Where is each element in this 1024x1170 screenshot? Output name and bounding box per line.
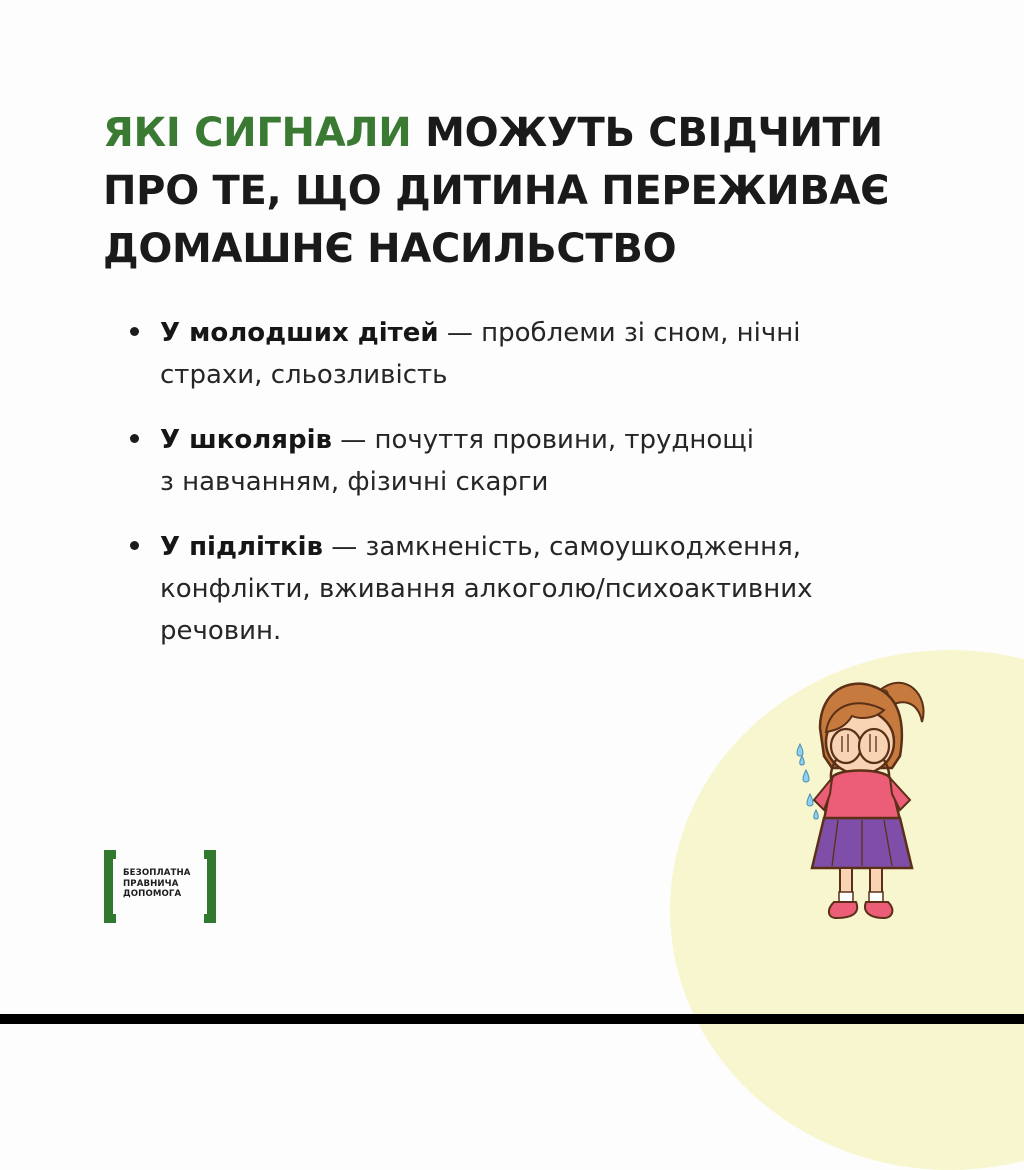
title-line-3: ДОМАШНЄ НАСИЛЬСТВО [103,226,677,272]
list-item-line-2: з навчанням, фізичні скарги [160,467,549,497]
bullet-icon [130,434,139,443]
logo-text [123,868,191,900]
list-item-line-1 [160,312,910,354]
list-item-line-3: речовин. [160,616,282,646]
logo-bracket-left-icon [104,850,116,923]
list-item-line-1 [160,526,910,568]
list-item-text: — проблеми зі сном, нічні [438,318,801,348]
logo-line-1: БЕЗОПЛАТНА [123,868,191,878]
legal-aid-logo [104,850,216,923]
list-item-teenagers [130,526,910,652]
bottom-bar [0,1014,1024,1024]
logo-line-2: ПРАВНИЧА [123,878,179,889]
list-item-line-1 [160,419,910,461]
page-title [103,104,923,278]
title-line-1 [103,104,923,162]
list-item-text: — почуття провини, труднощі [331,425,755,455]
logo-line-3: ДОПОМОГА [123,889,182,899]
bullet-icon [130,541,139,550]
list-item-bold: У школярів [160,425,332,455]
title-line-2: ПРО ТЕ, ЩО ДИТИНА ПЕРЕЖИВАЄ [103,168,890,214]
list-item-bold: У молодших дітей [160,318,439,348]
bullet-icon [130,327,139,336]
list-item-bold: У підлітків [160,532,324,562]
list-item-young-children [130,312,910,396]
list-item-schoolchildren [130,419,910,503]
title-line-1-rest: МОЖУТЬ СВІДЧИТИ [411,110,883,156]
signals-list [130,312,910,675]
title-accent: ЯКІ СИГНАЛИ [103,110,412,156]
list-item-text: — замкненість, самоушкодження, [323,532,801,562]
logo-bracket-right-icon [204,850,216,923]
list-item-line-2: страхи, сльозливість [160,360,448,390]
list-item-line-2: конфлікти, вживання алкоголю/психоактивних [160,574,813,604]
crying-girl-illustration [780,660,960,935]
